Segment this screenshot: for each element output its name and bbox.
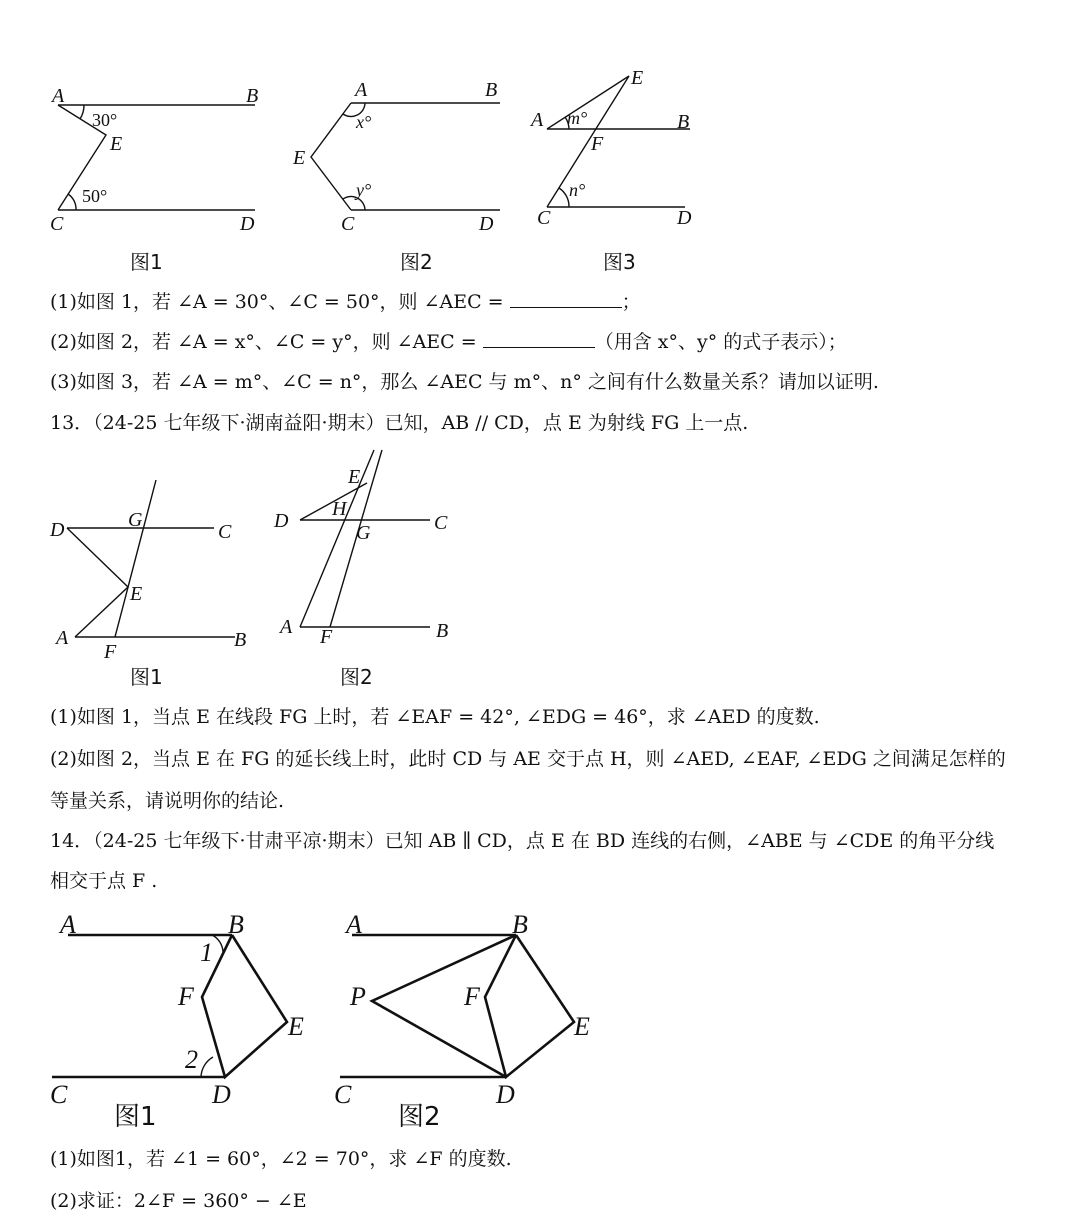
problem13-question-1: (1)如图 1，当点 E 在线段 FG 上时，若 ∠EAF = 42°, ∠EDG = 46°，求 ∠AED 的度数. [50, 706, 820, 728]
label-D: D [496, 1080, 515, 1109]
problem13-fig2-caption: 图2 [340, 665, 373, 689]
label-E: E [631, 67, 644, 89]
problem13-figure-2 [270, 445, 470, 650]
label-C: C [50, 213, 64, 235]
group1-figure-3 [525, 62, 715, 237]
label-E: E [288, 1012, 304, 1041]
question-text-end: （用含 x°、y° 的式子表示）； [594, 331, 847, 353]
problem14-question-2: (2)求证：2∠F = 360° − ∠E [50, 1190, 307, 1212]
label-D: D [479, 213, 494, 235]
problem13-stem: 13．（24-25 七年级下·湖南益阳·期末）已知，AB // CD，点 E 为射线 FG 上一点. [50, 412, 749, 434]
label-B: B [234, 629, 247, 651]
label-F: F [320, 626, 333, 648]
label-E: E [348, 466, 361, 488]
label-C: C [537, 207, 551, 229]
problem13-question-2-line1: (2)如图 2，当点 E 在 FG 的延长线上时，此时 CD 与 AE 交于点 H，则 ∠AED, ∠EAF, ∠EDG 之间满足怎样的 [50, 748, 1006, 770]
label-B: B [512, 910, 528, 939]
label-C: C [50, 1080, 68, 1109]
group1-question-2 [50, 329, 1020, 355]
label-E: E [130, 583, 143, 605]
label-C: C [334, 1080, 352, 1109]
label-C: C [218, 521, 232, 543]
group1-fig1-caption: 图1 [130, 250, 163, 274]
group1-question-1 [50, 289, 1020, 315]
label-G: G [128, 509, 143, 531]
label-C: C [341, 213, 355, 235]
problem14-question-1: (1)如图1，若 ∠1 = 60°，∠2 = 70°，求 ∠F 的度数. [50, 1148, 512, 1170]
label-F: F [104, 641, 117, 663]
answer-blank [510, 289, 622, 308]
angle-a-label: x° [356, 112, 372, 132]
angle-c-label: n° [569, 180, 586, 200]
problem14-stem-line1: 14．（24-25 七年级下·甘肃平凉·期末）已知 AB ∥ CD，点 E 在 BD 连线的右侧，∠ABE 与 ∠CDE 的角平分线 [50, 830, 995, 852]
angle-c-label: y° [356, 180, 372, 200]
problem14-figure-2 [330, 905, 630, 1135]
question-text: (2)如图 2，若 ∠A = x°、∠C = y°，则 ∠AEC = [50, 331, 483, 353]
label-F: F [591, 133, 604, 155]
label-B: B [485, 79, 498, 101]
problem14-fig1-caption: 图1 [114, 1102, 157, 1132]
label-A: A [52, 85, 65, 107]
problem13-fig1-caption: 图1 [130, 665, 163, 689]
label-F: F [464, 982, 480, 1011]
label-B: B [246, 85, 259, 107]
problem14-fig2-caption: 图2 [398, 1102, 441, 1132]
group1-figure-1 [40, 78, 280, 238]
answer-blank [483, 329, 595, 348]
label-P: P [350, 982, 366, 1011]
label-D: D [212, 1080, 231, 1109]
label-A: A [60, 910, 76, 939]
group1-figure-2 [285, 78, 515, 238]
label-E: E [293, 147, 306, 169]
label-F: F [178, 982, 194, 1011]
label-D: D [50, 519, 65, 541]
angle-c-label: 50° [82, 186, 108, 206]
label-A: A [346, 910, 362, 939]
label-B: B [228, 910, 244, 939]
label-A: A [531, 109, 544, 131]
angle-1-label: 1 [200, 938, 213, 967]
label-E: E [574, 1012, 590, 1041]
angle-a-label: m° [567, 108, 588, 128]
angle-2-label: 2 [185, 1045, 198, 1074]
label-B: B [677, 111, 690, 133]
group1-fig3-caption: 图3 [603, 250, 636, 274]
question-text: (1)如图 1，若 ∠A = 30°、∠C = 50°，则 ∠AEC = [50, 291, 510, 313]
label-A: A [355, 79, 368, 101]
angle-a-label: 30° [92, 110, 118, 130]
label-G: G [356, 522, 371, 544]
label-A: A [56, 627, 69, 649]
problem14-figure-1 [40, 905, 330, 1135]
group1-question-3: (3)如图 3，若 ∠A = m°、∠C = n°，那么 ∠AEC 与 m°、n° 之间有什么数量关系？请加以证明. [50, 371, 879, 393]
label-D: D [274, 510, 289, 532]
label-C: C [434, 512, 448, 534]
label-A: A [280, 616, 293, 638]
label-D: D [240, 213, 255, 235]
label-B: B [436, 620, 449, 642]
label-D: D [677, 207, 692, 229]
problem13-question-2-line2: 等量关系，请说明你的结论. [50, 790, 285, 812]
label-H: H [332, 498, 347, 520]
label-E: E [110, 133, 123, 155]
group1-fig2-caption: 图2 [400, 250, 433, 274]
question-text-end: ； [621, 291, 641, 313]
problem13-figure-1 [40, 470, 270, 665]
problem14-stem-line2: 相交于点 F . [50, 870, 158, 892]
